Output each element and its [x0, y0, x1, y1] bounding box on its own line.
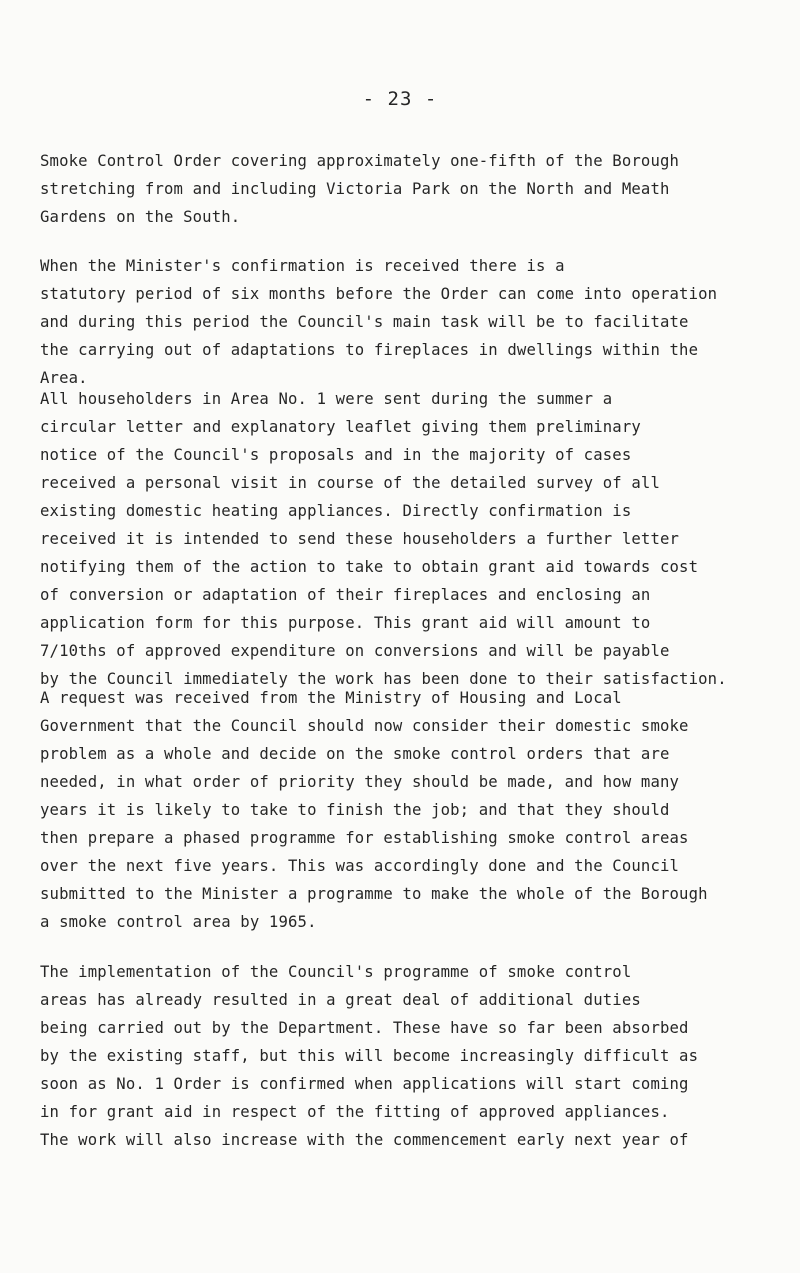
text-line: problem as a whole and decide on the smoke control orders that are: [40, 745, 670, 763]
paragraph-5: [40, 958, 792, 1154]
text-line: areas has already resulted in a great deal of additional duties: [40, 991, 641, 1009]
page-number: - 23 -: [362, 88, 438, 110]
text-line: being carried out by the Department. These have so far been absorbed: [40, 1019, 689, 1037]
text-line: by the existing staff, but this will become increasingly difficult as: [40, 1047, 699, 1065]
text-line: 7/10ths of approved expenditure on conversions and will be payable: [40, 642, 670, 660]
text-line: Area.: [40, 369, 88, 387]
text-line: The implementation of the Council's programme of smoke control: [40, 963, 632, 981]
text-line: Gardens on the South.: [40, 208, 241, 226]
text-line: existing domestic heating appliances. Directly confirmation is: [40, 502, 632, 520]
text-line: years it is likely to take to finish the job; and that they should: [40, 801, 670, 819]
text-line: needed, in what order of priority they should be made, and how many: [40, 773, 680, 791]
text-line: by the Council immediately the work has been done to their satisfaction.: [40, 670, 727, 688]
text-line: When the Minister's confirmation is received there is a: [40, 257, 565, 275]
text-line: Government that the Council should now consider their domestic smoke: [40, 717, 689, 735]
text-line: submitted to the Minister a programme to make the whole of the Borough: [40, 885, 708, 903]
text-line: circular letter and explanatory leaflet giving them preliminary: [40, 418, 641, 436]
paragraph-2: [40, 252, 792, 392]
text-line: a smoke control area by 1965.: [40, 913, 317, 931]
text-line: Smoke Control Order covering approximately one-fifth of the Borough: [40, 152, 680, 170]
paragraph-4: [40, 684, 792, 936]
text-line: notice of the Council's proposals and in the majority of cases: [40, 446, 632, 464]
text-line: in for grant aid in respect of the fitting of approved appliances.: [40, 1103, 670, 1121]
text-line: application form for this purpose. This grant aid will amount to: [40, 614, 651, 632]
text-line: then prepare a phased programme for establishing smoke control areas: [40, 829, 689, 847]
text-line: All householders in Area No. 1 were sent during the summer a: [40, 390, 613, 408]
paragraph-3: [40, 385, 792, 693]
text-line: stretching from and including Victoria Park on the North and Meath: [40, 180, 670, 198]
text-line: the carrying out of adaptations to fireplaces in dwellings within the: [40, 341, 699, 359]
text-line: statutory period of six months before the Order can come into operation: [40, 285, 718, 303]
text-line: and during this period the Council's main task will be to facilitate: [40, 313, 689, 331]
text-line: received it is intended to send these householders a further letter: [40, 530, 680, 548]
text-line: The work will also increase with the commencement early next year of: [40, 1131, 689, 1149]
text-line: soon as No. 1 Order is confirmed when applications will start coming: [40, 1075, 689, 1093]
text-line: A request was received from the Ministry of Housing and Local: [40, 689, 622, 707]
paragraph-1: [40, 147, 792, 231]
text-line: over the next five years. This was accordingly done and the Council: [40, 857, 680, 875]
text-line: received a personal visit in course of the detailed survey of all: [40, 474, 660, 492]
text-line: of conversion or adaptation of their fireplaces and enclosing an: [40, 586, 651, 604]
text-line: notifying them of the action to take to obtain grant aid towards cost: [40, 558, 699, 576]
